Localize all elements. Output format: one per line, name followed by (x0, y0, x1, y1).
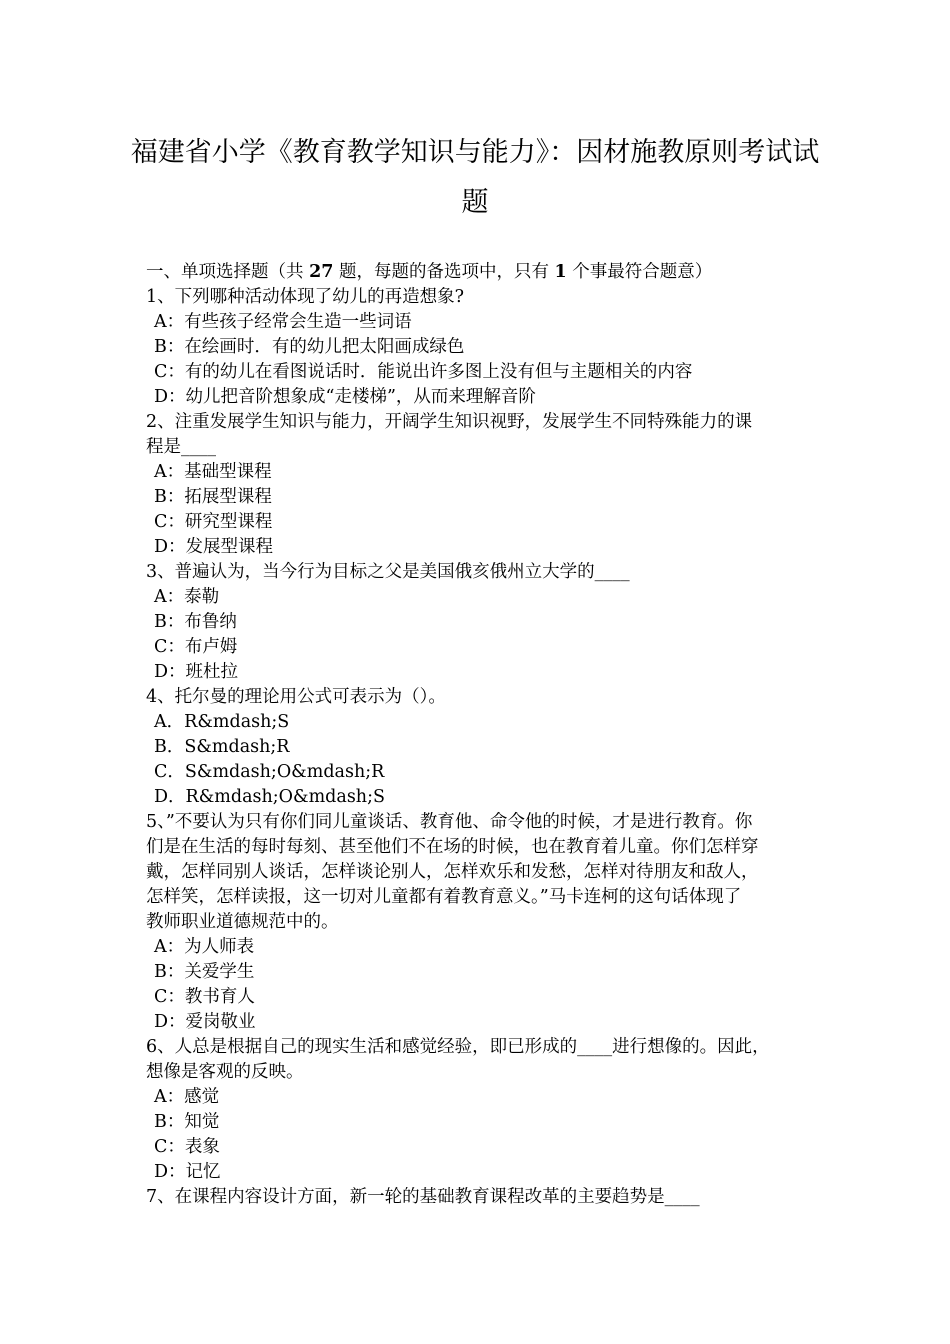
question-option: B：拓展型课程 (154, 487, 272, 507)
question-option: D：爱岗敬业 (154, 1012, 256, 1032)
question-option: A：感觉 (154, 1087, 220, 1107)
question-option: C．S&mdash;O&mdash;R (154, 762, 385, 782)
question-stem: 程是____ (146, 437, 216, 457)
question-stem: 3、普遍认为，当今行为目标之父是美国俄亥俄州立大学的____ (146, 562, 630, 582)
question-stem: 7、在课程内容设计方面，新一轮的基础教育课程改革的主要趋势是____ (146, 1187, 700, 1207)
question-option: A：基础型课程 (154, 462, 272, 482)
question-option: D：发展型课程 (154, 537, 274, 557)
question-option: B：布鲁纳 (154, 612, 237, 632)
question-list (146, 260, 811, 1210)
question-option: A：为人师表 (154, 937, 255, 957)
question-option: B：在绘画时．有的幼儿把太阳画成绿色 (154, 337, 465, 357)
question-stem: 2、注重发展学生知识与能力，开阔学生知识视野，发展学生不同特殊能力的课 (146, 412, 753, 432)
question-option: B：关爱学生 (154, 962, 255, 982)
question-option: D：记忆 (154, 1162, 221, 1182)
document-title-line-2: 题 (461, 187, 489, 218)
question-option: C：有的幼儿在看图说话时．能说出许多图上没有但与主题相关的内容 (154, 362, 693, 382)
question-option: D：幼儿把音阶想象成“走楼梯”，从而来理解音阶 (154, 387, 536, 407)
section-header-text: 一、单项选择题（共 (146, 262, 310, 282)
section-header-text: 个事最符合题意） (566, 262, 713, 282)
question-stem: 怎样笑，怎样读报，这一切对儿童都有着教育意义。”马卡连柯的这句话体现了 (146, 887, 742, 907)
answer-count: 1 (554, 262, 567, 282)
question-option: C：表象 (154, 1137, 220, 1157)
question-option: C：布卢姆 (154, 637, 238, 657)
question-option: B：知觉 (154, 1112, 220, 1132)
question-stem: 1、下列哪种活动体现了幼儿的再造想象? (146, 287, 465, 307)
question-stem: 教师职业道德规范中的。 (146, 912, 339, 932)
question-option: A：有些孩子经常会生造一些词语 (154, 312, 412, 332)
section-header (146, 260, 811, 285)
question-count: 27 (309, 262, 334, 282)
question-stem: 6、人总是根据自己的现实生活和感觉经验，即已形成的____进行想像的。因此， (146, 1037, 770, 1057)
question-option: D．R&mdash;O&mdash;S (154, 787, 385, 807)
section-header-text: 题，每题的备选项中，只有 (333, 262, 555, 282)
question-stem: 们是在生活的每时每刻、甚至他们不在场的时候，也在教育着儿童。你们怎样穿 (146, 837, 759, 857)
question-stem: 5、”不要认为只有你们同儿童谈话、教育他、命令他的时候，才是进行教育。你 (146, 812, 753, 832)
question-option: A．R&mdash;S (154, 712, 290, 732)
question-stem: 戴，怎样同别人谈话，怎样谈论别人，怎样欢乐和发愁，怎样对待朋友和敌人， (146, 862, 759, 882)
question-option: B．S&mdash;R (154, 737, 290, 757)
document-title-line-1: 福建省小学《教育教学知识与能力》：因材施教原则考试试 (130, 137, 820, 168)
question-option: C：研究型课程 (154, 512, 273, 532)
question-option: A：泰勒 (154, 587, 220, 607)
question-stem: 想像是客观的反映。 (146, 1062, 304, 1082)
question-option: D：班杜拉 (154, 662, 239, 682)
question-stem: 4、托尔曼的理论用公式可表示为（）。 (146, 687, 446, 707)
question-option: C：教书育人 (154, 987, 255, 1007)
